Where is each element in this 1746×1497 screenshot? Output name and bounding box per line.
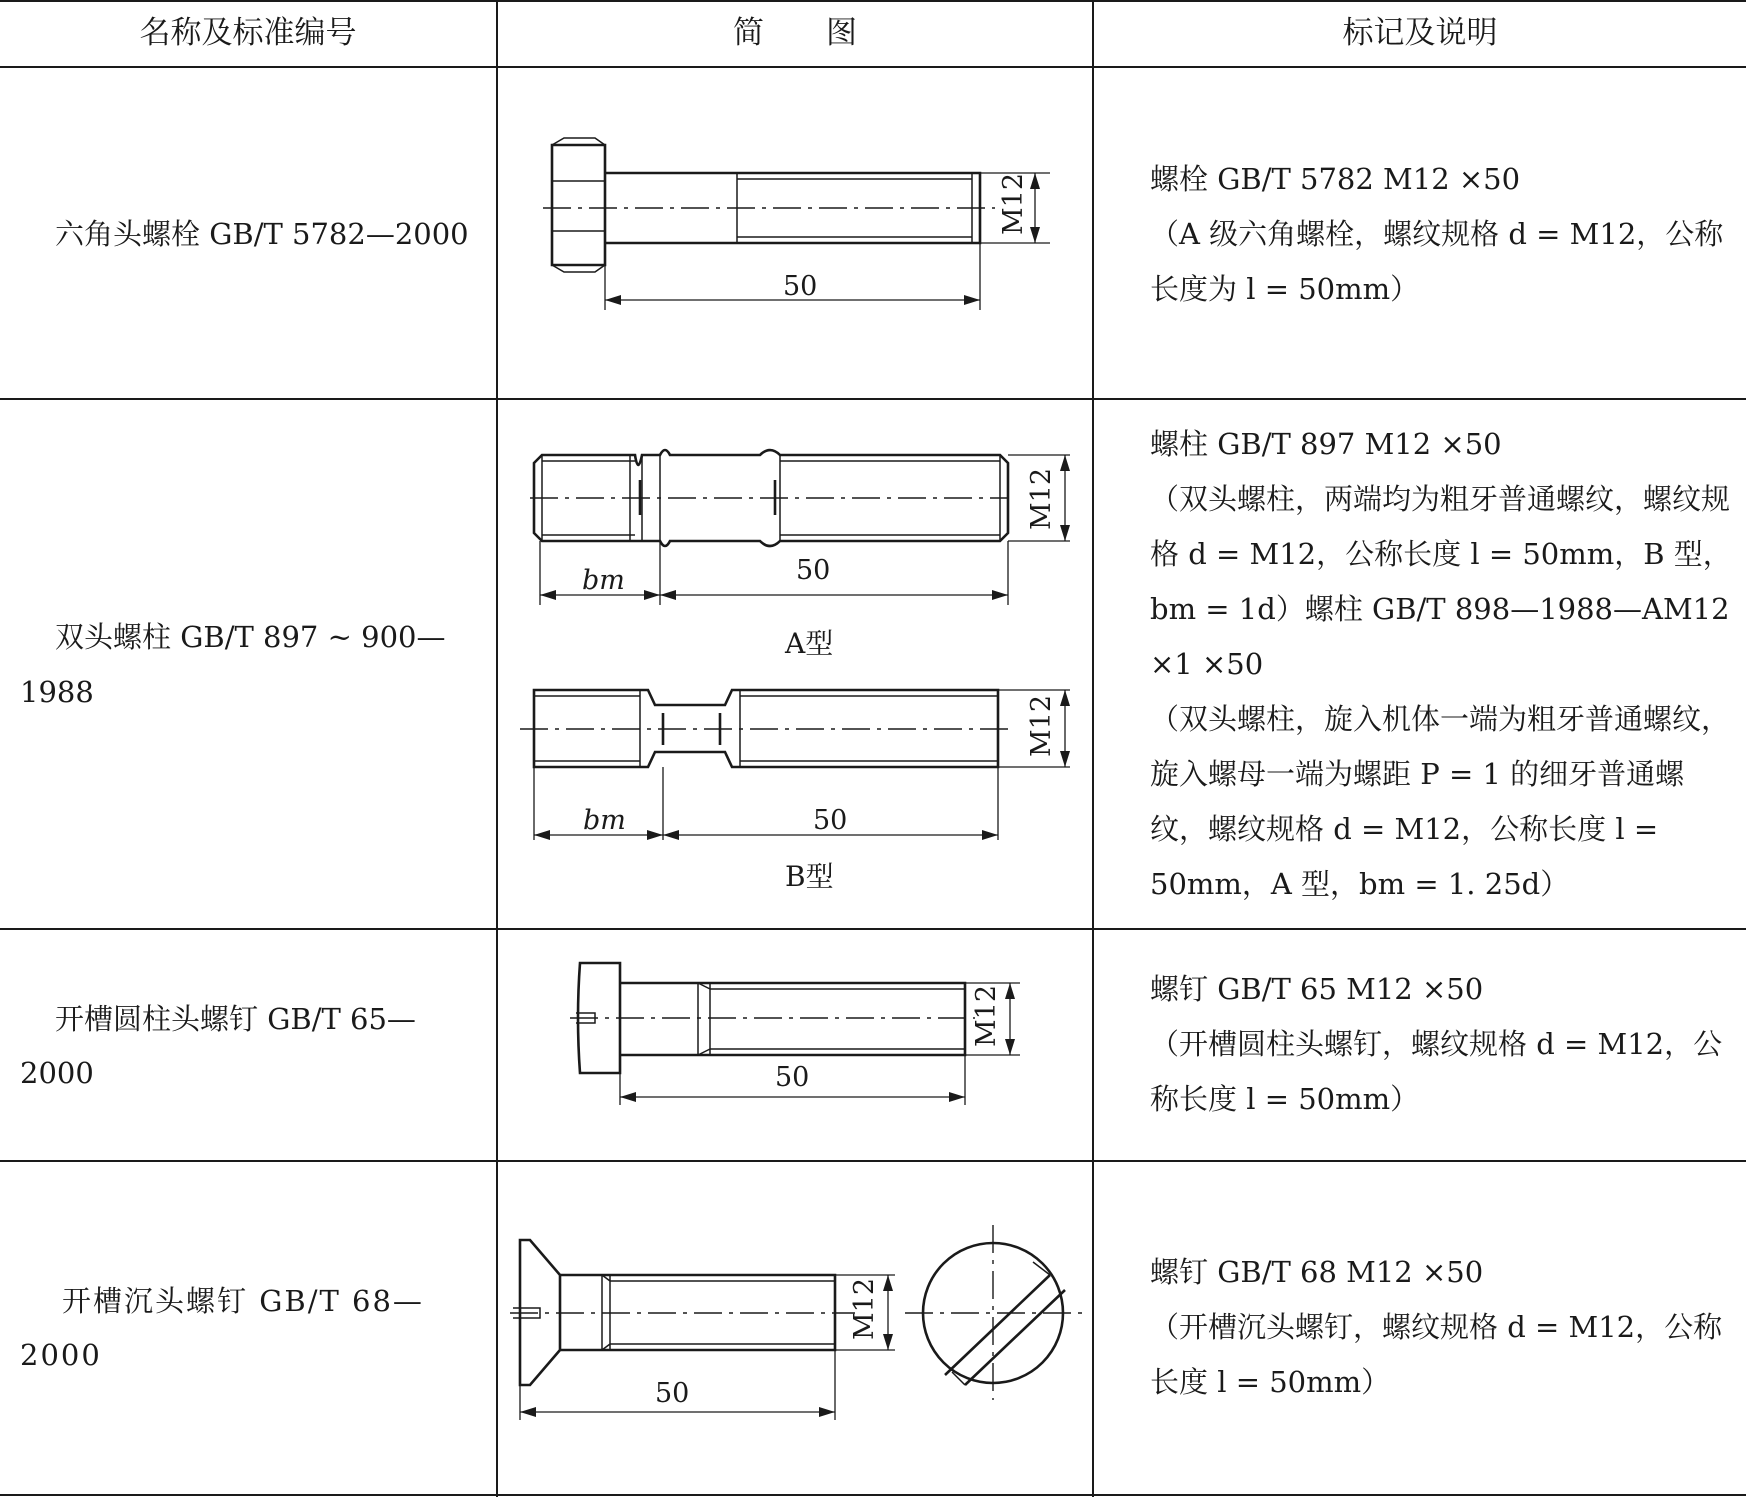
row-hex-bolt-name: 六角头螺栓 GB/T 5782—2000 <box>55 217 469 251</box>
marking-title: 螺钉 GB/T 68 M12 ×50 <box>1150 1255 1484 1289</box>
arrow <box>644 590 660 600</box>
marking-note: （开槽沉头螺钉，螺纹规格 d = M12，公称长度 l = 50mm） <box>1150 1310 1723 1399</box>
dim-thread-label: M12 <box>1026 467 1057 530</box>
arrow <box>1005 1039 1015 1055</box>
row-divider <box>0 928 1746 930</box>
stud-name-text: 双头螺柱 GB/T 897 ~ 900—1988 <box>20 620 446 709</box>
arrow <box>982 830 998 840</box>
row-cheese-head-screw-name <box>20 992 475 1100</box>
dim-bm-label: bm <box>582 565 625 596</box>
arrow <box>883 1275 893 1291</box>
dim-thread-label: M12 <box>1026 694 1057 757</box>
row-divider <box>0 1160 1746 1162</box>
marking-title: 螺柱 GB/T 897 M12 ×50 <box>1150 427 1502 461</box>
dim-length-label: 50 <box>775 1062 810 1093</box>
stud-a-caption: A型 <box>785 627 834 660</box>
arrow <box>660 590 676 600</box>
arrow <box>883 1334 893 1350</box>
arrow <box>520 1407 536 1417</box>
stud-b-caption: B型 <box>785 860 834 893</box>
arrow <box>949 1092 965 1102</box>
marking-note-2: （双头螺柱，旋入机体一端为粗牙普通螺纹，旋入螺母一端为螺距 P = 1 的细牙普通螺纹，螺纹规格 d = M12，公称长度 l = 50mm，A 型，bm = 1. 25d） <box>1150 702 1731 901</box>
row-countersunk-screw-name <box>20 1274 475 1382</box>
header-drawing-column: 简 图 <box>733 15 857 51</box>
arrow <box>992 590 1008 600</box>
row-cheese-head-screw-marking <box>1112 962 1732 1127</box>
hex-bolt-drawing <box>540 135 1060 315</box>
dim-thread-label: M12 <box>998 172 1029 235</box>
column-divider <box>1092 0 1094 1497</box>
marking-note: （A 级六角螺栓，螺纹规格 d = M12，公称长度为 l = 50mm） <box>1150 217 1724 306</box>
marking-note: （双头螺柱，两端均为粗牙普通螺纹，螺纹规格 d = M12，公称长度 l = 50mm，B 型，bm = 1d）螺柱 GB/T 898—1988—AM12 ×1 ×50 <box>1150 482 1732 681</box>
arrow <box>647 830 663 840</box>
stud-type-b-drawing <box>520 685 1090 855</box>
header-name-column: 名称及标准编号 <box>139 15 357 51</box>
arrow <box>964 295 980 305</box>
marking-title: 螺钉 GB/T 65 M12 ×50 <box>1150 972 1484 1006</box>
row-stud-name <box>20 610 475 720</box>
arrow <box>1060 455 1070 471</box>
marking-note: （开槽圆柱头螺钉，螺纹规格 d = M12，公称长度 l = 50mm） <box>1150 1027 1723 1116</box>
row-hex-bolt-marking <box>1112 152 1732 317</box>
dim-bm-label: bm <box>583 805 626 836</box>
arrow <box>1060 690 1070 706</box>
arrow <box>1030 227 1040 243</box>
dim-length-label: 50 <box>813 805 848 836</box>
marking-title: 螺栓 GB/T 5782 M12 ×50 <box>1150 162 1521 196</box>
arrow <box>1060 751 1070 767</box>
countersunk-name-text: 开槽沉头螺钉 GB/T 68—2000 <box>20 1284 424 1372</box>
row-divider <box>0 398 1746 400</box>
arrow <box>605 295 621 305</box>
dim-thread-label: M12 <box>849 1277 880 1340</box>
arrow <box>1005 983 1015 999</box>
arrow <box>1060 525 1070 541</box>
top-view-slot <box>945 1275 1065 1385</box>
arrow <box>534 830 550 840</box>
header-marking-column: 标记及说明 <box>1342 15 1498 51</box>
top-view-slot-ends <box>952 1262 1050 1385</box>
row-countersunk-screw-marking <box>1112 1245 1732 1410</box>
arrow <box>540 590 556 600</box>
arrow <box>819 1407 835 1417</box>
bolt-head-outline <box>552 145 605 265</box>
dim-length-label: 50 <box>655 1378 690 1409</box>
arrow <box>663 830 679 840</box>
dim-length-label: 50 <box>796 555 831 586</box>
countersunk-screw-drawing <box>510 1230 1070 1430</box>
cheese-head-name-text: 开槽圆柱头螺钉 GB/T 65—2000 <box>20 1002 416 1090</box>
bolt-head-faces <box>552 138 605 272</box>
screw-shank-outline <box>620 983 965 1055</box>
screw-thread-lines <box>698 983 965 1055</box>
arrow <box>1030 173 1040 189</box>
cheese-head-screw-drawing <box>570 955 1030 1115</box>
dim-length-label: 50 <box>783 271 818 302</box>
arrow <box>620 1092 636 1102</box>
dim-thread-label: M12 <box>971 984 1002 1047</box>
row-stud-marking <box>1112 417 1732 912</box>
table-bottom-border <box>0 1494 1746 1496</box>
